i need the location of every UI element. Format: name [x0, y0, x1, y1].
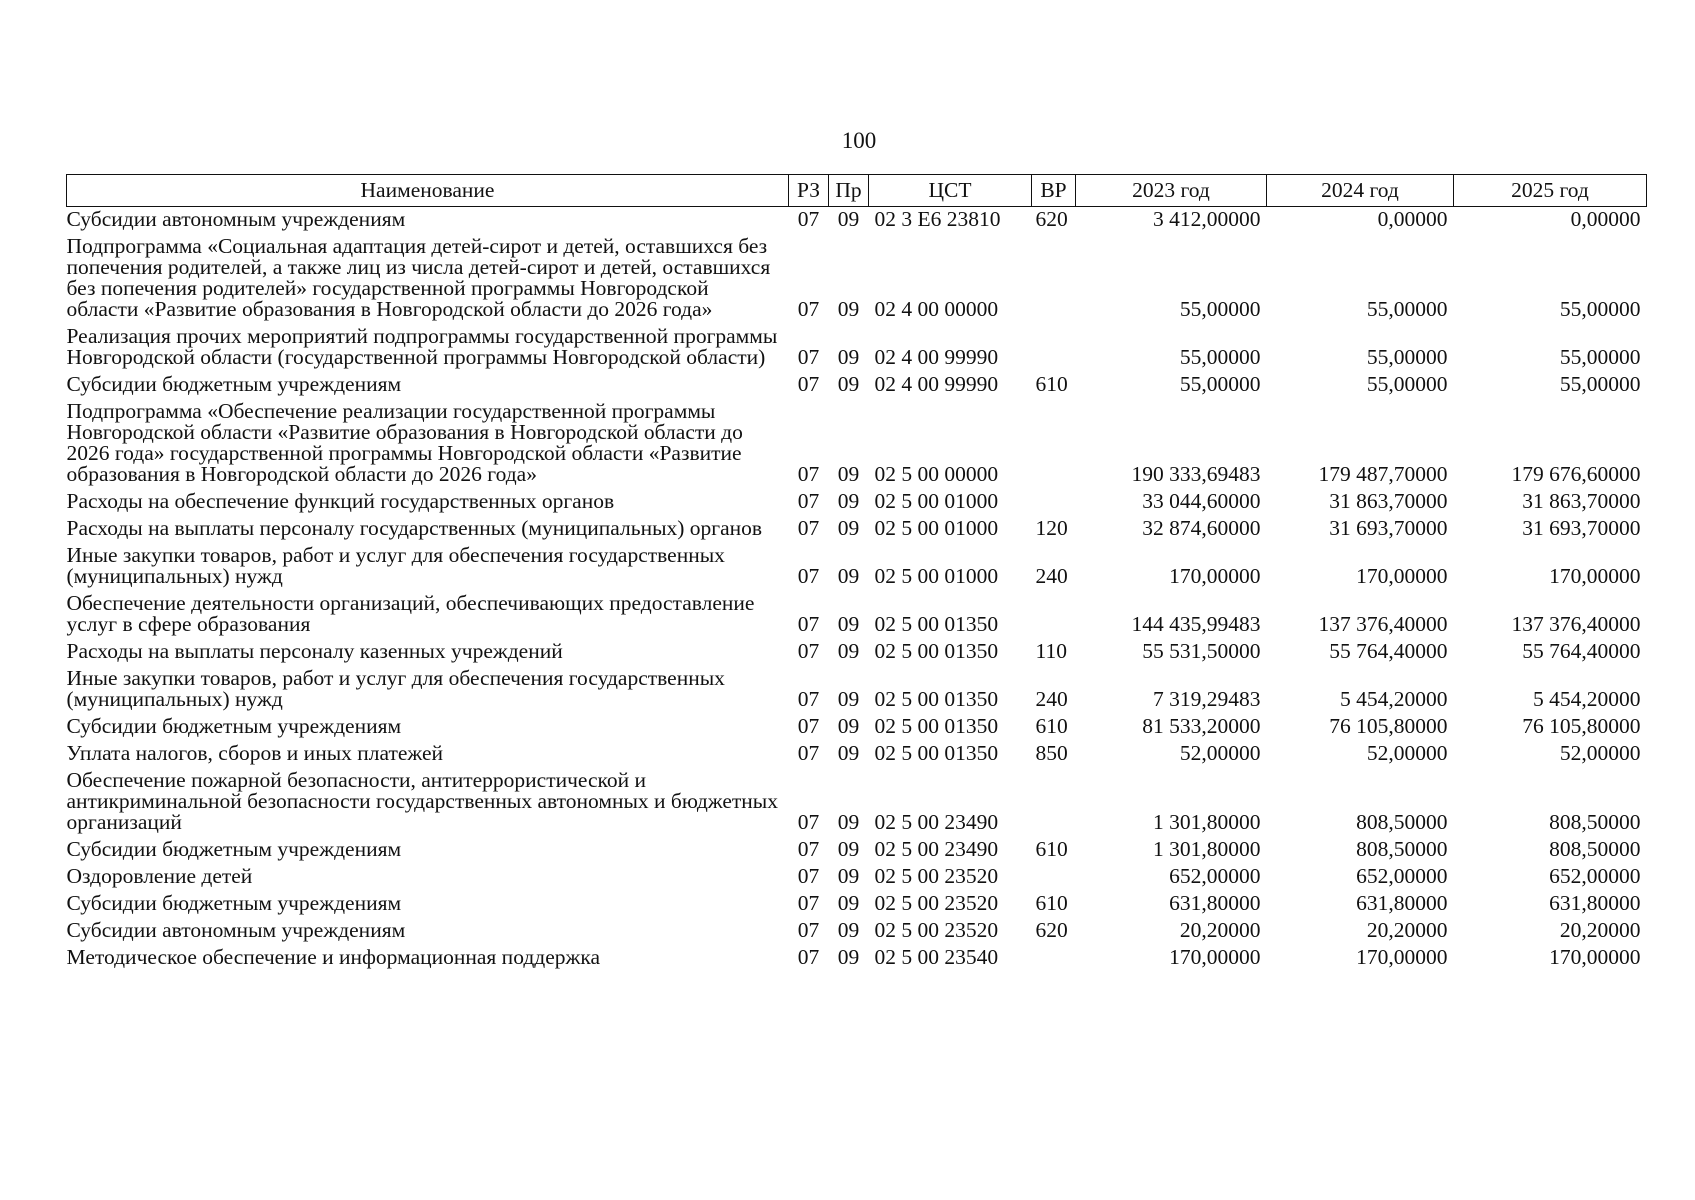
row-vr: 610	[1035, 837, 1068, 861]
row-vr	[1032, 399, 1076, 489]
row-2024: 5 454,20000	[1340, 687, 1448, 711]
row-name: Обеспечение деятельности организаций, обеспечивающих предоставление услуг в сфере образования	[66, 591, 755, 636]
row-name: Уплата налогов, сборов и иных платежей	[66, 741, 444, 765]
row-cst: 02 5 00 23520	[874, 891, 999, 915]
header-vr: ВР	[1032, 175, 1076, 207]
row-rz: 07	[797, 891, 820, 915]
row-vr	[1032, 489, 1076, 516]
table-body	[67, 207, 1647, 973]
row-vr: 120	[1035, 516, 1068, 540]
row-name: Субсидии автономным учреждениям	[66, 207, 406, 231]
row-cst: 02 4 00 00000	[874, 297, 999, 321]
row-pr: 09	[837, 207, 860, 231]
row-pr: 09	[837, 810, 860, 834]
row-cst: 02 5 00 23520	[874, 864, 999, 888]
row-2024: 808,50000	[1356, 810, 1448, 834]
budget-table	[66, 174, 1647, 972]
row-cst: 02 5 00 01000	[874, 516, 999, 540]
row-name: Расходы на выплаты персоналу государственных (муниципальных) органов	[66, 516, 763, 540]
row-2023: 55,00000	[1179, 345, 1261, 369]
row-vr: 610	[1035, 891, 1068, 915]
table-row	[67, 234, 1647, 324]
table-row	[67, 768, 1647, 837]
row-rz: 07	[797, 837, 820, 861]
row-2025: 137 376,40000	[1511, 612, 1641, 636]
row-2023: 1 301,80000	[1153, 810, 1261, 834]
row-pr: 09	[837, 837, 860, 861]
row-vr	[1032, 324, 1076, 372]
row-2024: 76 105,80000	[1329, 714, 1448, 738]
row-vr: 240	[1035, 564, 1068, 588]
header-cst: ЦСТ	[869, 175, 1032, 207]
row-cst: 02 5 00 23540	[874, 945, 999, 969]
row-2025: 631,80000	[1549, 891, 1641, 915]
table-row	[67, 543, 1647, 591]
row-rz: 07	[797, 564, 820, 588]
row-2025: 20,20000	[1559, 918, 1641, 942]
row-2024: 52,00000	[1366, 741, 1448, 765]
row-2025: 31 863,70000	[1522, 489, 1641, 513]
row-rz: 07	[797, 612, 820, 636]
row-pr: 09	[837, 945, 860, 969]
row-name: Расходы на выплаты персоналу казенных учреждений	[66, 639, 563, 663]
row-rz: 07	[797, 639, 820, 663]
row-2025: 179 676,60000	[1511, 462, 1641, 486]
header-2023: 2023 год	[1076, 175, 1267, 207]
row-pr: 09	[837, 345, 860, 369]
row-cst: 02 5 00 23490	[874, 810, 999, 834]
row-pr: 09	[837, 489, 860, 513]
header-name: Наименование	[67, 175, 789, 207]
row-2023: 55,00000	[1179, 297, 1261, 321]
table-row	[67, 372, 1647, 399]
row-pr: 09	[837, 918, 860, 942]
row-2024: 55,00000	[1366, 345, 1448, 369]
row-rz: 07	[797, 372, 820, 396]
row-pr: 09	[837, 687, 860, 711]
row-2023: 3 412,00000	[1153, 207, 1261, 231]
row-2023: 55 531,50000	[1142, 639, 1261, 663]
row-cst: 02 3 Е6 23810	[874, 207, 1001, 231]
row-pr: 09	[837, 612, 860, 636]
row-pr: 09	[837, 741, 860, 765]
row-rz: 07	[797, 714, 820, 738]
row-rz: 07	[797, 687, 820, 711]
table-row	[67, 918, 1647, 945]
row-vr: 620	[1035, 918, 1068, 942]
row-pr: 09	[837, 864, 860, 888]
row-vr: 610	[1035, 714, 1068, 738]
row-2024: 55,00000	[1366, 372, 1448, 396]
row-pr: 09	[837, 462, 860, 486]
row-name: Иные закупки товаров, работ и услуг для обеспечения государственных (муниципальных) нужд	[66, 543, 725, 588]
row-2023: 20,20000	[1179, 918, 1261, 942]
row-pr: 09	[837, 516, 860, 540]
table-row	[67, 864, 1647, 891]
row-name: Реализация прочих мероприятий подпрограммы государственной программы Новгородской области (государственной программы Новгородской области)	[66, 324, 778, 369]
row-vr: 240	[1035, 687, 1068, 711]
row-rz: 07	[797, 810, 820, 834]
header-rz: РЗ	[789, 175, 829, 207]
row-2025: 170,00000	[1549, 564, 1641, 588]
row-vr	[1032, 768, 1076, 837]
row-rz: 07	[797, 345, 820, 369]
row-vr: 110	[1035, 639, 1067, 663]
row-name: Подпрограмма «Обеспечение реализации государственной программы Новгородской области «Развитие образования в Новгородской области до 2026 года» государственной программы Новгородской области «Развитие образования в Новгородской области до 2026 года»	[66, 399, 743, 486]
row-name: Подпрограмма «Социальная адаптация детей-сирот и детей, оставшихся без попечения родителей, а также лиц из числа детей-сирот и детей, оставшихся без попечения родителей» государственной программы Новгородской области «Развитие образования в Новгородской области до 2026 года»	[66, 234, 771, 321]
row-vr: 610	[1035, 372, 1068, 396]
row-name: Субсидии бюджетным учреждениям	[66, 891, 402, 915]
row-pr: 09	[837, 297, 860, 321]
row-2024: 20,20000	[1366, 918, 1448, 942]
row-cst: 02 5 00 01350	[874, 639, 999, 663]
table-row	[67, 666, 1647, 714]
row-2025: 55,00000	[1559, 372, 1641, 396]
row-pr: 09	[837, 891, 860, 915]
row-cst: 02 5 00 01350	[874, 612, 999, 636]
row-2023: 33 044,60000	[1142, 489, 1261, 513]
row-2025: 52,00000	[1559, 741, 1641, 765]
row-2024: 137 376,40000	[1318, 612, 1448, 636]
row-name: Субсидии бюджетным учреждениям	[66, 837, 402, 861]
row-2025: 808,50000	[1549, 837, 1641, 861]
row-2025: 55,00000	[1559, 345, 1641, 369]
row-rz: 07	[797, 297, 820, 321]
row-cst: 02 5 00 23520	[874, 918, 999, 942]
row-rz: 07	[797, 918, 820, 942]
table-row	[67, 891, 1647, 918]
row-name: Субсидии автономным учреждениям	[66, 918, 406, 942]
row-cst: 02 4 00 99990	[874, 345, 999, 369]
row-2024: 631,80000	[1356, 891, 1448, 915]
table-row	[67, 714, 1647, 741]
row-2025: 0,00000	[1570, 207, 1641, 231]
header-pr: Пр	[829, 175, 869, 207]
row-2023: 190 333,69483	[1131, 462, 1261, 486]
row-name: Субсидии бюджетным учреждениям	[66, 372, 402, 396]
row-2024: 170,00000	[1356, 945, 1448, 969]
row-rz: 07	[797, 489, 820, 513]
row-2023: 170,00000	[1169, 945, 1261, 969]
row-2024: 179 487,70000	[1318, 462, 1448, 486]
row-vr	[1032, 591, 1076, 639]
row-2023: 81 533,20000	[1142, 714, 1261, 738]
row-name: Иные закупки товаров, работ и услуг для обеспечения государственных (муниципальных) нужд	[66, 666, 725, 711]
row-pr: 09	[837, 372, 860, 396]
row-vr	[1032, 234, 1076, 324]
row-name: Субсидии бюджетным учреждениям	[66, 714, 402, 738]
row-rz: 07	[797, 207, 820, 231]
row-2025: 5 454,20000	[1533, 687, 1641, 711]
row-pr: 09	[837, 564, 860, 588]
row-2025: 652,00000	[1549, 864, 1641, 888]
row-cst: 02 5 00 01350	[874, 714, 999, 738]
row-2025: 55 764,40000	[1522, 639, 1641, 663]
row-vr: 850	[1035, 741, 1068, 765]
row-pr: 09	[837, 639, 860, 663]
table-row	[67, 837, 1647, 864]
row-2025: 55,00000	[1559, 297, 1641, 321]
row-cst: 02 4 00 99990	[874, 372, 999, 396]
row-vr	[1032, 945, 1076, 972]
row-2023: 1 301,80000	[1153, 837, 1261, 861]
table-row	[67, 399, 1647, 489]
table-row	[67, 489, 1647, 516]
row-2025: 170,00000	[1549, 945, 1641, 969]
row-name: Оздоровление детей	[66, 864, 253, 888]
table-row	[67, 741, 1647, 768]
row-cst: 02 5 00 01000	[874, 489, 999, 513]
table-row	[67, 324, 1647, 372]
row-rz: 07	[797, 462, 820, 486]
row-name: Расходы на обеспечение функций государственных органов	[66, 489, 615, 513]
row-cst: 02 5 00 23490	[874, 837, 999, 861]
row-2023: 144 435,99483	[1131, 612, 1261, 636]
row-2023: 52,00000	[1179, 741, 1261, 765]
row-2024: 31 863,70000	[1329, 489, 1448, 513]
row-2025: 76 105,80000	[1522, 714, 1641, 738]
row-cst: 02 5 00 00000	[874, 462, 999, 486]
row-rz: 07	[797, 741, 820, 765]
table-row	[67, 591, 1647, 639]
table-row	[67, 945, 1647, 972]
row-2024: 808,50000	[1356, 837, 1448, 861]
row-2024: 0,00000	[1377, 207, 1448, 231]
row-name: Методическое обеспечение и информационная поддержка	[66, 945, 601, 969]
row-2023: 170,00000	[1169, 564, 1261, 588]
row-2023: 55,00000	[1179, 372, 1261, 396]
row-2025: 808,50000	[1549, 810, 1641, 834]
row-2024: 31 693,70000	[1329, 516, 1448, 540]
header-2025: 2025 год	[1454, 175, 1647, 207]
row-2023: 652,00000	[1169, 864, 1261, 888]
row-name: Обеспечение пожарной безопасности, антитеррористической и антикриминальной безопасности государственных автономных и бюджетных организаций	[66, 768, 778, 834]
page-number: 100	[841, 128, 877, 153]
row-cst: 02 5 00 01350	[874, 687, 999, 711]
table-header	[67, 175, 1647, 207]
row-vr	[1032, 864, 1076, 891]
row-2024: 55,00000	[1366, 297, 1448, 321]
row-rz: 07	[797, 516, 820, 540]
row-rz: 07	[797, 864, 820, 888]
row-rz: 07	[797, 945, 820, 969]
row-cst: 02 5 00 01000	[874, 564, 999, 588]
row-cst: 02 5 00 01350	[874, 741, 999, 765]
row-2023: 7 319,29483	[1153, 687, 1261, 711]
row-vr: 620	[1035, 207, 1068, 231]
header-row	[67, 175, 1647, 207]
table-row	[67, 639, 1647, 666]
table-row	[67, 207, 1647, 235]
header-2024: 2024 год	[1267, 175, 1454, 207]
row-2023: 32 874,60000	[1142, 516, 1261, 540]
row-2023: 631,80000	[1169, 891, 1261, 915]
table-row	[67, 516, 1647, 543]
row-2024: 170,00000	[1356, 564, 1448, 588]
row-2024: 55 764,40000	[1329, 639, 1448, 663]
row-pr: 09	[837, 714, 860, 738]
row-2025: 31 693,70000	[1522, 516, 1641, 540]
row-2024: 652,00000	[1356, 864, 1448, 888]
